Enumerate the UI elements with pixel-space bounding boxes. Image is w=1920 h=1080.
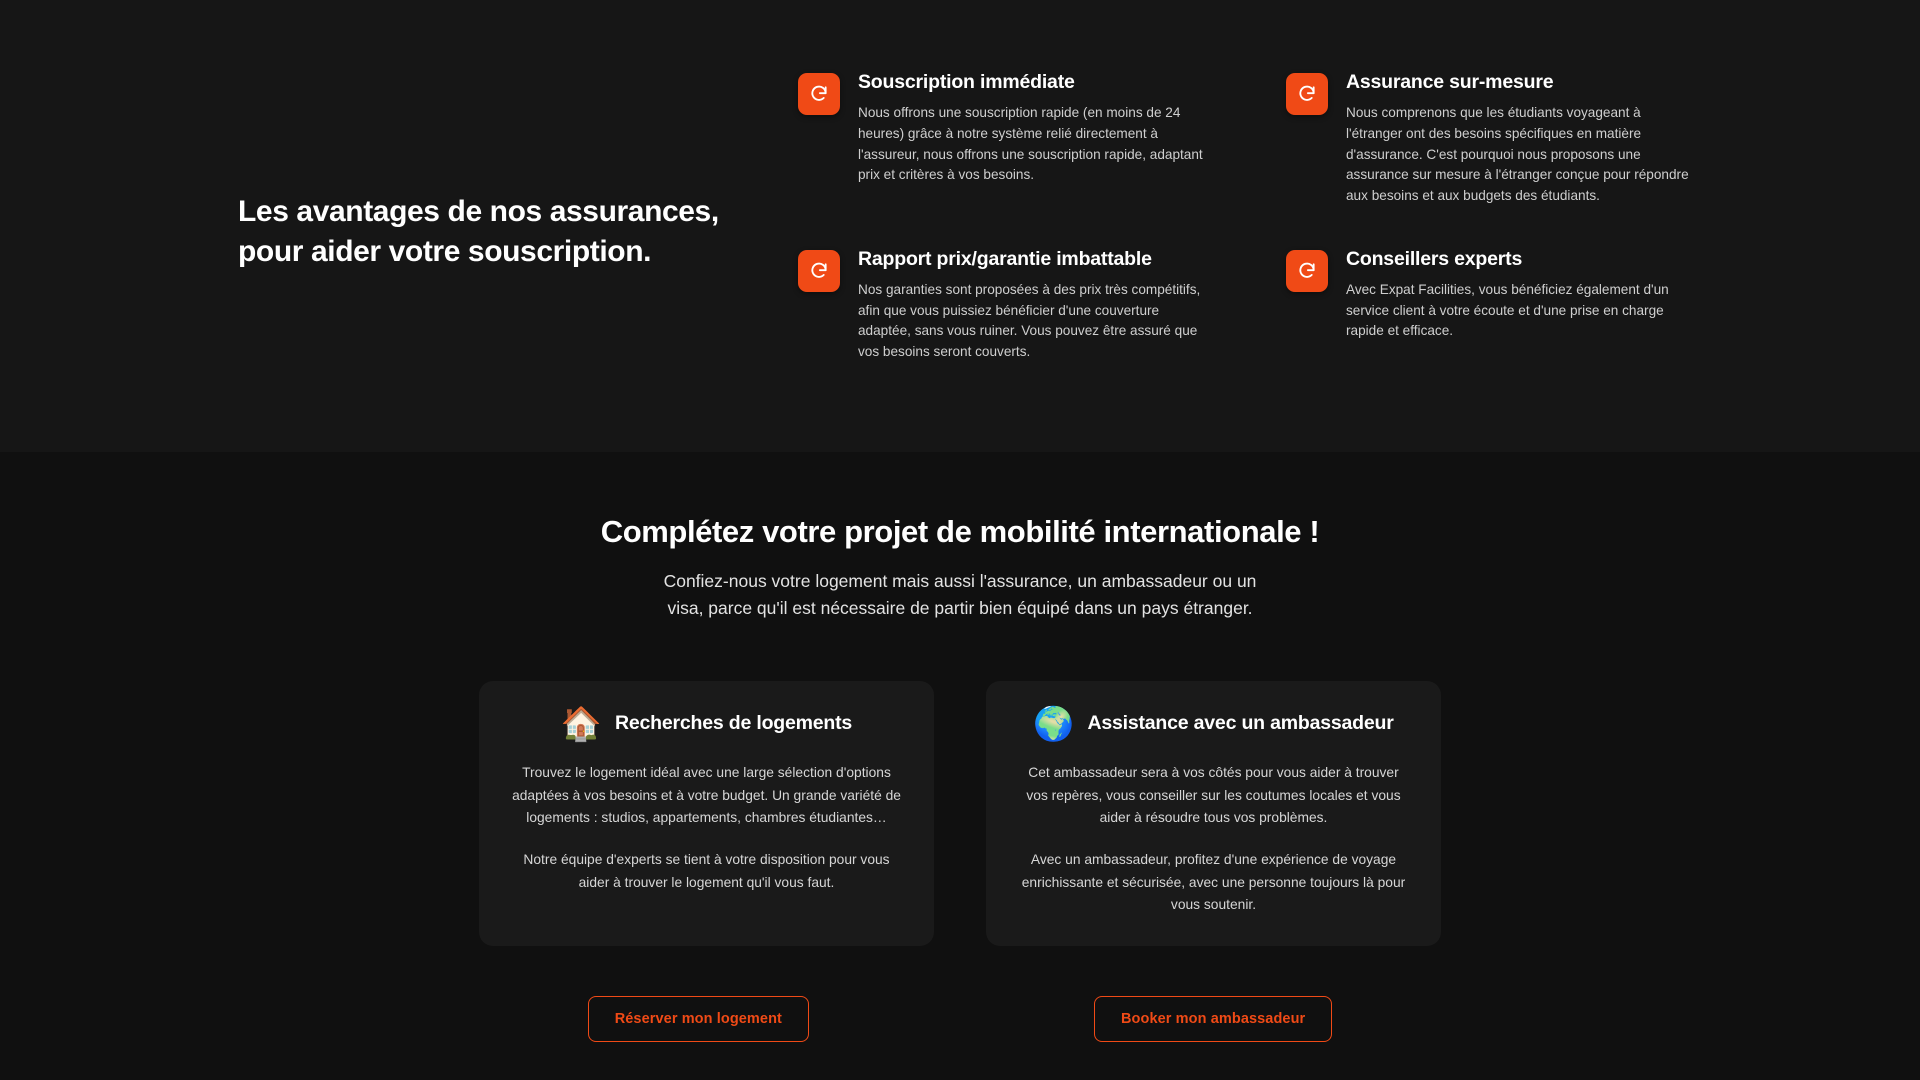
card-paragraph: Avec un ambassadeur, profitez d'une expérience de voyage enrichissante et sécurisée, avec une personne toujours là pour vous soutenir. bbox=[1021, 852, 1406, 912]
advantage-description: Nous comprenons que les étudiants voyageant à l'étranger ont des besoins spécifiques en matière d'assurance. C'est pourquoi nous proposons une assurance sur mesure à l'étranger conçue pour répondre aux besoins et aux budgets des étudiants. bbox=[1346, 105, 1689, 204]
complete-subtitle-line-1: Confiez-nous votre logement mais aussi l'assurance, un ambassadeur ou un bbox=[663, 571, 1257, 591]
service-cards-row bbox=[0, 681, 1920, 946]
advantage-item bbox=[798, 247, 1228, 363]
advantages-section bbox=[0, 0, 1920, 452]
advantage-item bbox=[798, 70, 1228, 207]
reserve-housing-button[interactable]: Réserver mon logement bbox=[588, 996, 809, 1042]
advantage-title: Rapport prix/garantie imbattable bbox=[858, 247, 1152, 270]
advantages-heading-line-2: pour aider votre souscription. bbox=[238, 235, 652, 269]
advantage-item bbox=[1286, 247, 1716, 363]
advantage-text bbox=[1346, 70, 1691, 207]
complete-subtitle-line-2: visa, parce qu'il est nécessaire de partir bien équipé dans un pays étranger. bbox=[667, 597, 1253, 618]
advantage-title: Conseillers experts bbox=[1346, 247, 1523, 270]
advantages-inner bbox=[0, 0, 1920, 363]
advantage-item bbox=[1286, 70, 1716, 207]
refresh-icon bbox=[1286, 73, 1328, 115]
complete-section-subtitle bbox=[590, 568, 1330, 621]
advantages-grid bbox=[798, 70, 1716, 363]
globe-icon: 🌍 bbox=[1033, 705, 1075, 743]
advantage-text bbox=[858, 70, 1203, 186]
advantage-text bbox=[858, 247, 1203, 363]
advantage-text bbox=[1346, 247, 1691, 342]
refresh-icon bbox=[798, 250, 840, 292]
card-housing bbox=[479, 681, 934, 946]
advantages-heading-line-1: Les avantages de nos assurances, bbox=[238, 195, 719, 228]
advantages-heading bbox=[238, 70, 758, 272]
complete-project-section bbox=[0, 452, 1920, 1080]
house-icon: 🏠 bbox=[560, 705, 602, 743]
complete-section-title: Complétez votre projet de mobilité internationale ! bbox=[600, 514, 1320, 549]
card-paragraph: Cet ambassadeur sera à vos côtés pour vous aider à trouver vos repères, vous conseiller sur les coutumes locales et vous aider à résoudre tous vos problèmes. bbox=[1026, 765, 1401, 825]
book-ambassador-button[interactable]: Booker mon ambassadeur bbox=[1094, 996, 1332, 1042]
card-paragraph: Trouvez le logement idéal avec une large sélection d'options adaptées à vos besoins et à votre budget. Un grande variété de logements : studios, appartements, chambres étudiantes… bbox=[512, 765, 901, 825]
refresh-icon bbox=[798, 73, 840, 115]
card-title: Recherches de logements bbox=[615, 712, 853, 735]
advantage-description: Nos garanties sont proposées à des prix très compétitifs, afin que vous puissiez bénéficier d'une couverture adaptée, sans vous ruiner. Vous pouvez être assuré que vos besoins seront couverts. bbox=[858, 282, 1201, 360]
card-header bbox=[1016, 705, 1411, 743]
card-paragraph: Notre équipe d'experts se tient à votre disposition pour vous aider à trouver le logement qu'il vous faut. bbox=[523, 852, 890, 890]
refresh-icon bbox=[1286, 250, 1328, 292]
advantage-title: Souscription immédiate bbox=[858, 71, 1075, 93]
card-title: Assistance avec un ambassadeur bbox=[1087, 712, 1394, 735]
advantage-description: Nous offrons une souscription rapide (en moins de 24 heures) grâce à notre système relié directement à l'assureur, nous offrons une souscription rapide, adaptant prix et critères à vos besoins. bbox=[858, 105, 1203, 183]
advantage-description: Avec Expat Facilities, vous bénéficiez également d'un service client à votre écoute et d'une prise en charge rapide et efficace. bbox=[1346, 282, 1669, 339]
card-ambassador bbox=[986, 681, 1441, 946]
cta-buttons-row bbox=[0, 996, 1920, 1042]
advantage-title: Assurance sur-mesure bbox=[1346, 71, 1554, 93]
card-header bbox=[509, 705, 904, 743]
